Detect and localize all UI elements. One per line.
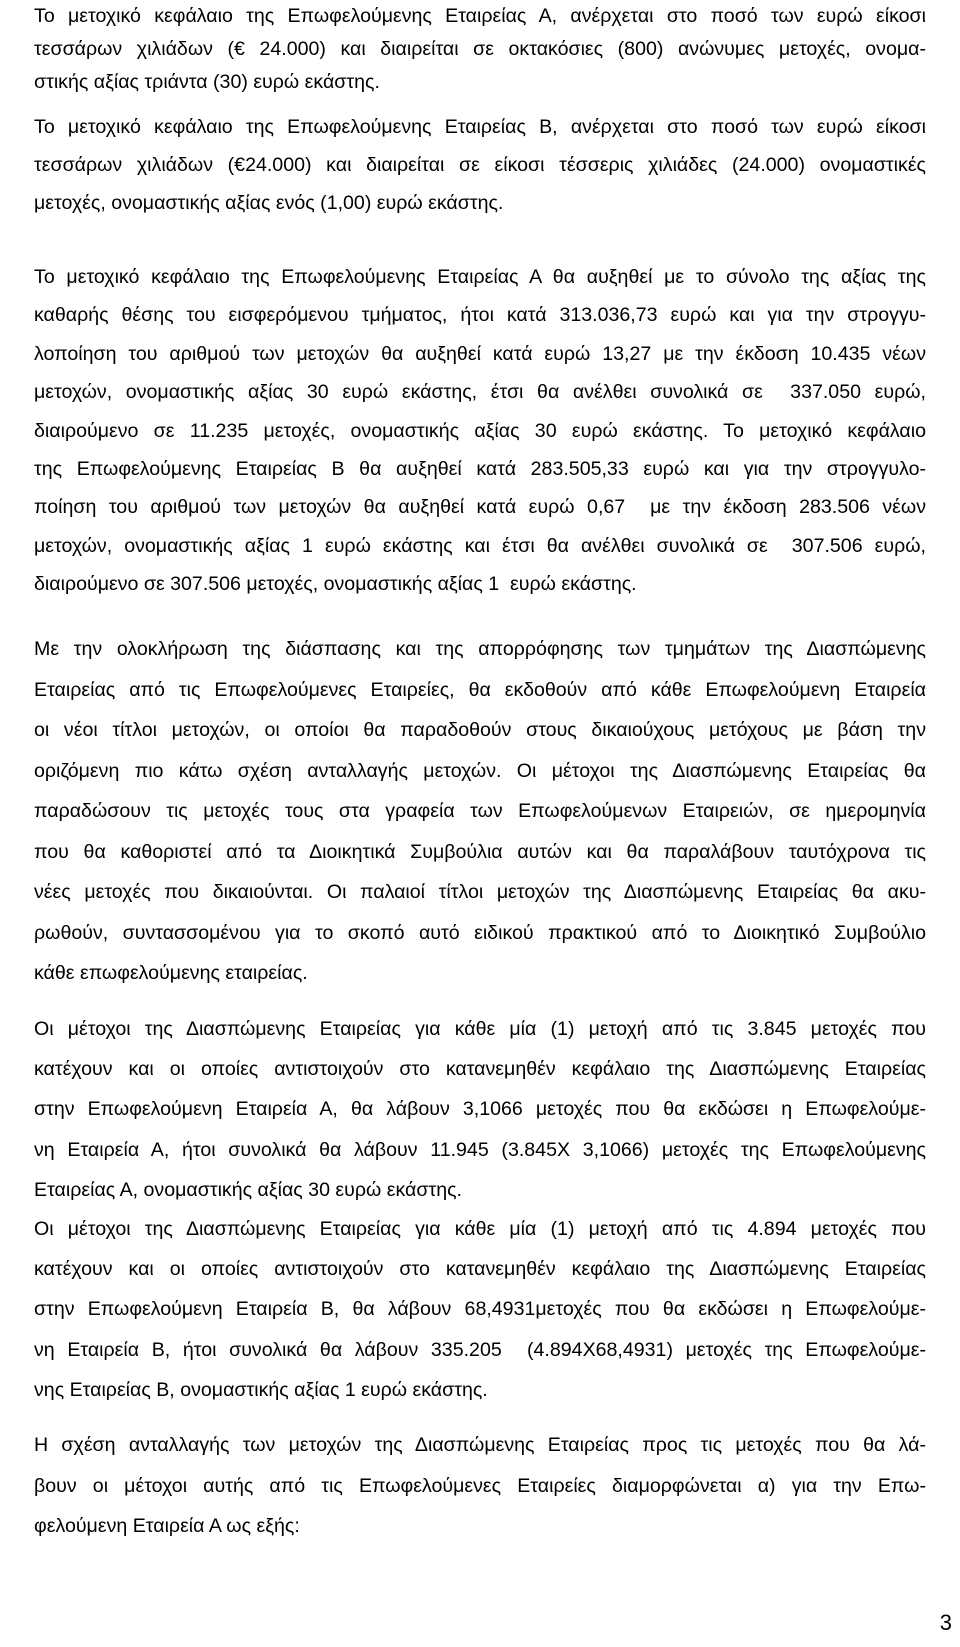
paragraph-exchange-company-b <box>34 1209 926 1410</box>
text-line: νη Εταιρεία Α, ήτοι συνολικά θα λάβουν 11.945 (3.845Χ 3,1066) μετοχές της Επωφελούμενης <box>34 1138 926 1161</box>
text-line: βουν οι μέτοχοι αυτής από τις Επωφελούμενες Εταιρείες διαμορφώνεται α) για την Επω- <box>34 1474 926 1497</box>
paragraph-share-issuance <box>34 629 926 994</box>
text-line: Οι μέτοχοι της Διασπώμενης Εταιρείας για κάθε μία (1) μετοχή από τις 3.845 μετοχές που <box>34 1018 926 1040</box>
text-line: φελούμενη Εταιρεία Α ως εξής: <box>34 1515 300 1537</box>
paragraph-exchange-ratio <box>34 1425 926 1547</box>
text-line: καθαρής θέσης του εισφερόμενου τμήματος, ήτοι κατά 313.036,73 ευρώ και για την στρογγυ- <box>34 304 926 327</box>
text-line: κατέχουν και οι οποίες αντιστοιχούν στο κατανεμηθέν κεφάλαιο της Διασπώμενης Εταιρείας <box>34 1058 926 1081</box>
text-line: μετοχές, ονομαστικής αξίας ενός (1,00) ευρώ εκάστης. <box>34 192 504 214</box>
text-line: ποίηση του αριθμού των μετοχών θα αυξηθεί κατά ευρώ 0,67 με την έκδοση 283.506 νέων <box>34 496 926 519</box>
page-number: 3 <box>939 1610 952 1635</box>
text-line: οριζόμενη πιο κάτω σχέση ανταλλαγής μετοχών. Οι μέτοχοι της Διασπώμενης Εταιρείας θα <box>34 759 926 782</box>
text-line: στην Επωφελούμενη Εταιρεία Α, θα λάβουν 3,1066 μετοχές που θα εκδώσει η Επωφελούμε- <box>34 1098 926 1121</box>
text-line: Το μετοχικό κεφάλαιο της Επωφελούμενης Εταιρείας Β, ανέρχεται στο ποσό των ευρώ είκοσι <box>34 116 926 138</box>
paragraph-exchange-company-a <box>34 1009 926 1210</box>
text-line: κάθε επωφελούμενης εταιρείας. <box>34 962 308 984</box>
text-line: μετοχών, ονομαστικής αξίας 1 ευρώ εκάστης και έτσι θα ανέλθει συνολικά σε 307.506 ευρώ, <box>34 534 926 557</box>
text-line: παραδώσουν τις μετοχές τους στα γραφεία των Επωφελούμενων Εταιρειών, σε ημερομηνία <box>34 800 926 822</box>
text-line: που θα καθοριστεί από τα Διοικητικά Συμβούλια αυτών και θα παραλάβουν ταυτόχρονα τις <box>34 840 926 863</box>
text-line: Η σχέση ανταλλαγής των μετοχών της Διασπώμενης Εταιρείας προς τις μετοχές που θα λά- <box>34 1434 926 1456</box>
text-line: Εταιρείας από τις Επωφελούμενες Εταιρείες, θα εκδοθούν από κάθε Επωφελούμενη Εταιρεία <box>34 678 926 701</box>
text-line: οι νέοι τίτλοι μετοχών, οι οποίοι θα παραδοθούν στους δικαιούχους μετόχους με βάση την <box>34 719 926 741</box>
text-line: μετοχών, ονομαστικής αξίας 30 ευρώ εκάστης, έτσι θα ανέλθει συνολικά σε 337.050 ευρώ, <box>34 381 926 404</box>
text-line: Εταιρείας Α, ονομαστικής αξίας 30 ευρώ εκάστης. <box>34 1178 462 1201</box>
text-line: Με την ολοκλήρωση της διάσπασης και της απορρόφησης των τμημάτων της Διασπώμενης <box>34 638 926 660</box>
text-line: Οι μέτοχοι της Διασπώμενης Εταιρείας για κάθε μία (1) μετοχή από τις 4.894 μετοχές που <box>34 1218 926 1240</box>
text-line: λοποίηση του αριθμού των μετοχών θα αυξηθεί κατά ευρώ 13,27 με την έκδοση 10.435 νέων <box>34 342 926 365</box>
text-line: της Επωφελούμενης Εταιρείας Β θα αυξηθεί κατά 283.505,33 ευρώ και για την στρογγυλο- <box>34 457 926 480</box>
text-line: ρωθούν, συντασσομένου για το σκοπό αυτό ειδικού πρακτικού από το Διοικητικό Συμβούλιο <box>34 921 926 944</box>
paragraph-share-capital-company-a <box>34 0 926 99</box>
text-line: νέες μετοχές που δικαιούνται. Οι παλαιοί τίτλοι μετοχών της Διασπώμενης Εταιρείας θα ακυ- <box>34 881 926 903</box>
text-line: Το μετοχικό κεφάλαιο της Επωφελούμενης Εταιρείας Α, ανέρχεται στο ποσό των ευρώ είκοσι <box>34 5 926 27</box>
text-line: στικής αξίας τριάντα (30) ευρώ εκάστης. <box>34 71 380 93</box>
paragraph-capital-increase <box>34 258 926 604</box>
text-line: στην Επωφελούμενη Εταιρεία Β, θα λάβουν 68,4931μετοχές που θα εκδώσει η Επωφελούμε- <box>34 1298 926 1321</box>
text-line: τεσσάρων χιλιάδων (€ 24.000) και διαιρείται σε οκτακόσιες (800) ανώνυμες μετοχές, ονομα- <box>34 38 926 60</box>
text-line: κατέχουν και οι οποίες αντιστοιχούν στο κατανεμηθέν κεφάλαιο της Διασπώμενης Εταιρείας <box>34 1258 926 1281</box>
text-line: Το μετοχικό κεφάλαιο της Επωφελούμενης Εταιρείας Α θα αυξηθεί με το σύνολο της αξίας της <box>34 266 926 288</box>
text-line: διαιρούμενο σε 11.235 μετοχές, ονομαστικής αξίας 30 ευρώ εκάστης. Το μετοχικό κεφάλαιο <box>34 419 926 442</box>
text-line: νη Εταιρεία Β, ήτοι συνολικά θα λάβουν 335.205 (4.894Χ68,4931) μετοχές της Επωφελούμε- <box>34 1338 926 1361</box>
text-line: διαιρούμενο σε 307.506 μετοχές, ονομαστικής αξίας 1 ευρώ εκάστης. <box>34 573 637 596</box>
text-line: τεσσάρων χιλιάδων (€24.000) και διαιρείται σε είκοσι τέσσερις χιλιάδες (24.000) ονομαστικές <box>34 154 926 176</box>
paragraph-share-capital-company-b <box>34 108 926 222</box>
text-line: νης Εταιρείας Β, ονομαστικής αξίας 1 ευρώ εκάστης. <box>34 1378 488 1401</box>
